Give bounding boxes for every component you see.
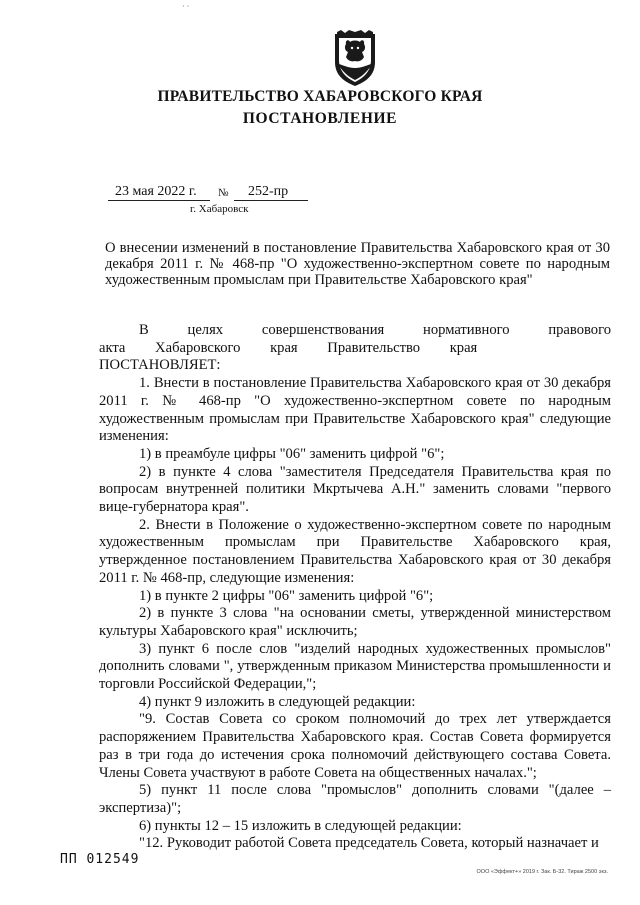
number-underline	[234, 200, 308, 201]
organization-title: ПРАВИТЕЛЬСТВО ХАБАРОВСКОГО КРАЯ	[157, 88, 483, 105]
preamble: В целях совершенствования нормативного правового акта Хабаровского края Правительство края	[99, 322, 611, 356]
registration-number: 252-пр	[248, 184, 289, 199]
paragraph: 2) в пункте 3 слова "на основании сметы, утвержденной министерством культуры Хабаровского края" исключить;	[99, 605, 611, 639]
printer-imprint: ООО «Эффект+» 2019 г. Зак. Б-32. Тираж 2500 экз.	[476, 869, 608, 875]
paragraph: "9. Состав Совета со сроком полномочий до трех лет утверждается распоряжением Правительства Хабаровского края. Состав Совета формируется раз в три года до истечения срока полномочий действующего состава Совета. Члены Совета участвуют в работе Совета на общественных началах.";	[99, 711, 611, 781]
paragraph: 1) в преамбуле цифры "06" заменить цифрой "6";	[139, 445, 445, 462]
paragraph: "12. Руководит работой Совета председатель Совета, который назначает и	[139, 835, 599, 852]
date-underline	[108, 200, 210, 201]
scan-specks: · ·	[182, 2, 190, 11]
paragraph: 3) пункт 6 после слов "изделий народных художественных промыслов" дополнить словами ", утвержденным приказом Министерства промышленности и торговли Российской Федерации,";	[99, 640, 611, 693]
paragraph: 2) в пункте 4 слова "заместителя Председателя Правительства края по вопросам внутренней политики Мкртычева А.Н." заменить словами "первого вице-губернатора края".	[99, 463, 611, 516]
document-subject: О внесении изменений в постановление Правительства Хабаровского края от 30 декабря 2011 г. № 468-пр "О художественно-экспертном совете по народным художественным промыслам при Правительстве Хабаровского края"	[105, 240, 610, 288]
city-label: г. Хабаровск	[190, 203, 249, 215]
paragraph: 5) пункт 11 после слова "промыслов" дополнить словами "(далее – экспертиза)";	[99, 782, 611, 816]
paragraph: 6) пункты 12 – 15 изложить в следующей редакции:	[139, 817, 462, 834]
paragraph: 4) пункт 9 изложить в следующей редакции:	[139, 693, 416, 710]
resolves-heading: ПОСТАНОВЛЯЕТ:	[99, 357, 221, 374]
coat-of-arms-emblem	[331, 30, 379, 88]
document-body	[99, 322, 611, 853]
form-serial-number: ПП 012549	[60, 852, 140, 867]
registration-line	[108, 184, 308, 202]
registration-date: 23 мая 2022 г.	[115, 184, 197, 199]
paragraph: 1) в пункте 2 цифры "06" заменить цифрой "6";	[139, 587, 434, 604]
paragraph: 1. Внести в постановление Правительства Хабаровского края от 30 декабря 2011 г. № 468-пр "О художественно-экспертном совете по народным художественным промыслам при Правительстве Хабаровского края" следующие изменения:	[99, 375, 611, 445]
document-type-title: ПОСТАНОВЛЕНИЕ	[242, 110, 398, 127]
paragraph: 2. Внести в Положение о художественно-экспертном совете по народным художественным промыслам при Правительстве Хабаровского края, утвержденное постановлением Правительства Хабаровского края от 30 декабря 2011 г. № 468-пр, следующие изменения:	[99, 516, 611, 586]
number-sign: №	[218, 187, 229, 199]
